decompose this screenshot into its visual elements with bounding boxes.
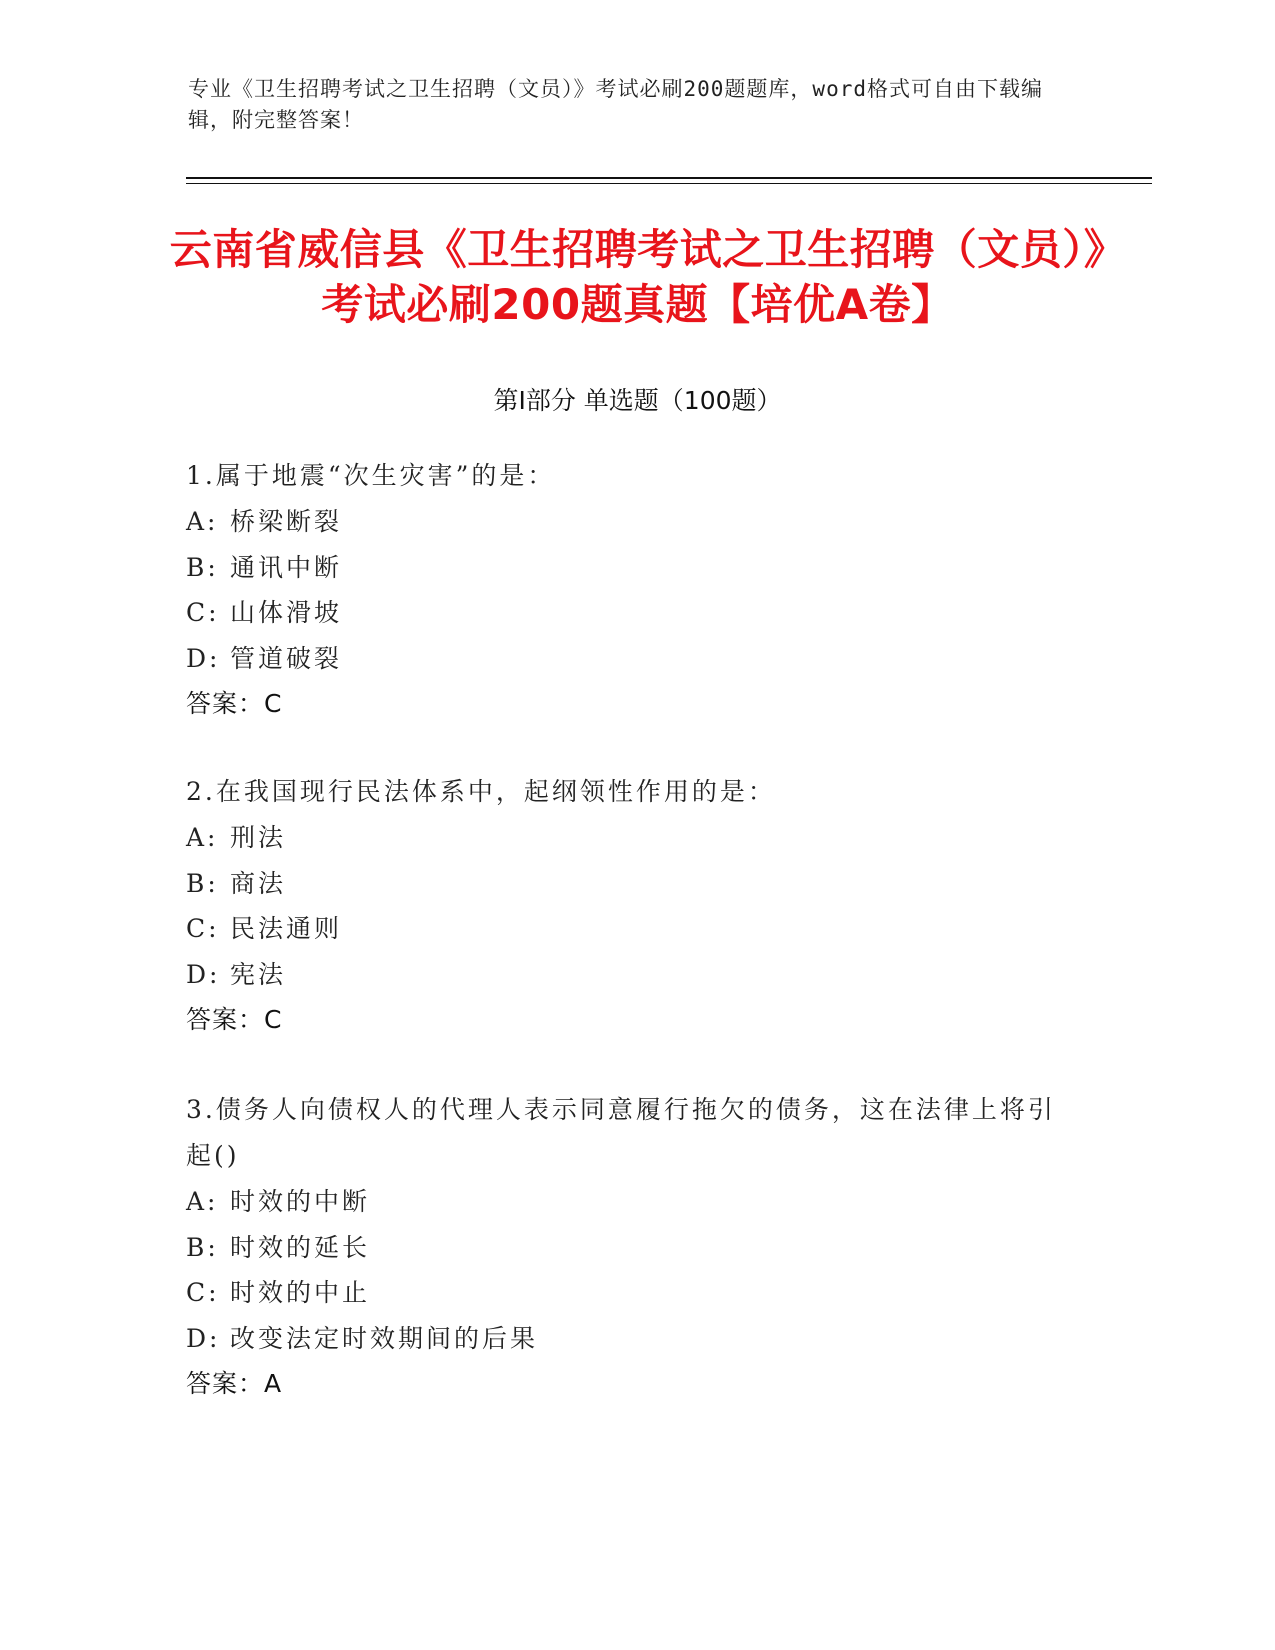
option-letter: B: bbox=[186, 1232, 219, 1262]
option-letter: B: bbox=[186, 552, 219, 582]
option-text: 宪法 bbox=[230, 959, 287, 989]
option-text: 时效的延长 bbox=[230, 1232, 371, 1262]
header-rule-thick bbox=[186, 177, 1152, 179]
header-note: 专业《卫生招聘考试之卫生招聘（文员）》考试必刷200题题库，word格式可自由下载编辑，附完整答案！ bbox=[188, 77, 1043, 132]
option-letter: C: bbox=[186, 1278, 220, 1307]
option-c bbox=[186, 590, 1066, 636]
option-d bbox=[186, 636, 1066, 682]
option-letter: D: bbox=[186, 959, 221, 989]
option-letter: D: bbox=[186, 1323, 221, 1353]
option-text: 商法 bbox=[230, 868, 287, 898]
section-title: 第Ⅰ部分 单选题（100题） bbox=[493, 386, 782, 415]
option-letter: B: bbox=[186, 868, 219, 898]
header-rule-thin bbox=[186, 183, 1152, 184]
option-c bbox=[186, 1270, 1066, 1316]
option-letter: A: bbox=[186, 1187, 219, 1216]
option-text: 刑法 bbox=[230, 823, 287, 852]
question-3 bbox=[186, 1087, 1066, 1407]
option-letter: C: bbox=[186, 914, 220, 943]
answer: 答案：C bbox=[186, 1005, 283, 1034]
question-stem: 3.债务人向债权人的代理人表示同意履行拖欠的债务，这在法律上将引起() bbox=[186, 1095, 1056, 1170]
document-title: 云南省威信县《卫生招聘考试之卫生招聘（文员）》考试必刷200题真题【培优A卷】 bbox=[169, 225, 1106, 329]
option-b bbox=[186, 545, 1066, 591]
option-a bbox=[186, 815, 1066, 861]
option-text: 山体滑坡 bbox=[230, 598, 343, 627]
answer: 答案：A bbox=[186, 1369, 283, 1398]
option-text: 民法通则 bbox=[230, 914, 343, 943]
question-1 bbox=[186, 453, 1066, 727]
answer: 答案：C bbox=[186, 689, 283, 718]
option-letter: A: bbox=[186, 823, 219, 852]
question-2 bbox=[186, 769, 1066, 1043]
option-text: 管道破裂 bbox=[230, 643, 343, 673]
option-text: 改变法定时效期间的后果 bbox=[230, 1323, 539, 1353]
option-text: 时效的中断 bbox=[230, 1187, 371, 1216]
option-a bbox=[186, 1179, 1066, 1225]
option-a bbox=[186, 499, 1066, 545]
option-b bbox=[186, 861, 1066, 907]
option-letter: C: bbox=[186, 598, 220, 627]
option-d bbox=[186, 1316, 1066, 1362]
option-letter: A: bbox=[186, 507, 219, 536]
option-letter: D: bbox=[186, 643, 221, 673]
option-b bbox=[186, 1225, 1066, 1271]
option-c bbox=[186, 906, 1066, 952]
option-text: 通讯中断 bbox=[230, 552, 343, 582]
option-text: 桥梁断裂 bbox=[230, 507, 343, 536]
option-d bbox=[186, 952, 1066, 998]
question-stem: 2.在我国现行民法体系中，起纲领性作用的是： bbox=[186, 777, 776, 806]
question-stem: 1.属于地震“次生灾害”的是： bbox=[186, 461, 556, 490]
option-text: 时效的中止 bbox=[230, 1278, 371, 1307]
